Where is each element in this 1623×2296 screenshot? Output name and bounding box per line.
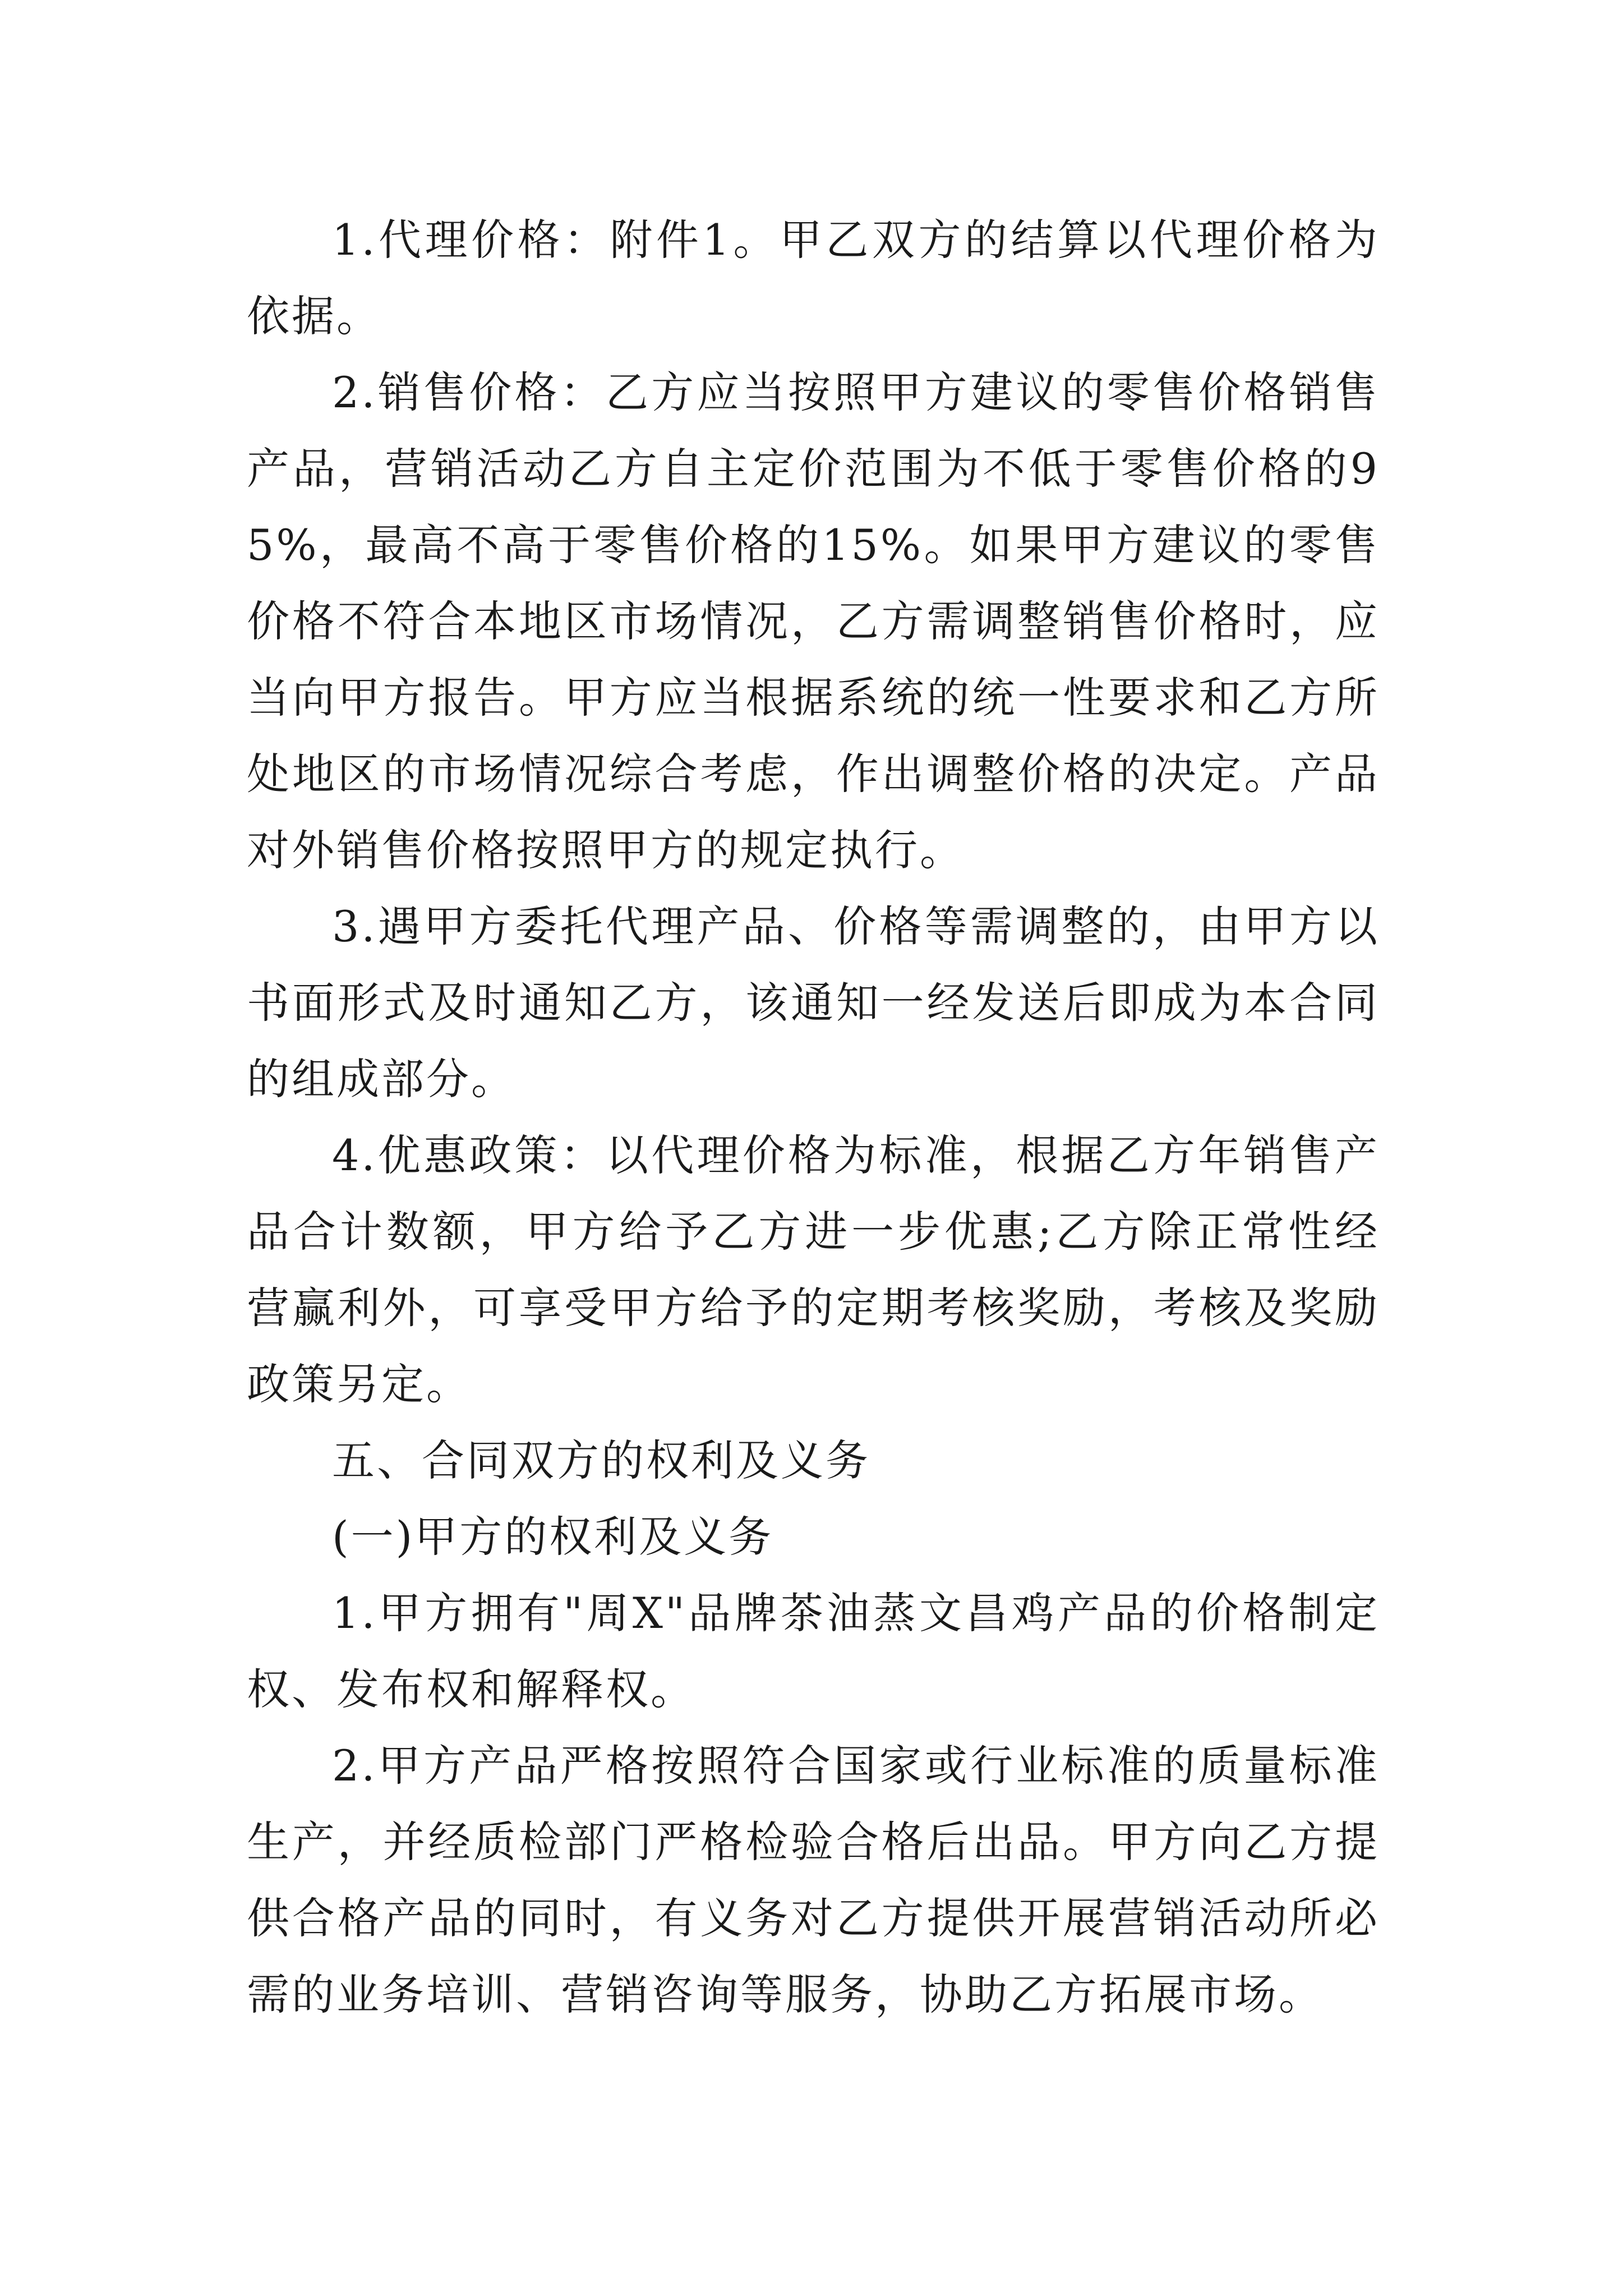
section-heading-rights-obligations: 五、合同双方的权利及义务: [332, 1435, 870, 1485]
paragraph-preferential-policy: 4.优惠政策：以代理价格为标准，根据乙方年销售产品合计数额，甲方给予乙方进一步优惠;乙方除正常性经营赢利外，可享受甲方给予的定期考核奖励，考核及奖励政策另定。: [247, 1130, 1380, 1409]
paragraph-party-a-pricing-rights: 1.甲方拥有"周X"品牌茶油蒸文昌鸡产品的价格制定权、发布权和解释权。: [247, 1588, 1380, 1714]
paragraph-agency-price: 1.代理价格：附件1。甲乙双方的结算以代理价格为依据。: [247, 215, 1380, 341]
paragraph-sales-price: 2.销售价格：乙方应当按照甲方建议的零售价格销售产品，营销活动乙方自主定价范围为不低于零售价格的95%，最高不高于零售价格的15%。如果甲方建议的零售价格不符合本地区市场情况，乙方需调整销售价格时，应当向甲方报告。甲方应当根据系统的统一性要求和乙方所处地区的市场情况综合考虑，作出调整价格的决定。产品对外销售价格按照甲方的规定执行。: [247, 367, 1380, 875]
subsection-heading-party-a: (一)甲方的权利及义务: [332, 1512, 774, 1562]
paragraph-party-a-quality-service: 2.甲方产品严格按照符合国家或行业标准的质量标准生产，并经质检部门严格检验合格后出品。甲方向乙方提供合格产品的同时，有义务对乙方提供开展营销活动所必需的业务培训、营销咨询等服务，协助乙方拓展市场。: [247, 1741, 1380, 2019]
document-body: [247, 202, 1380, 2033]
paragraph-adjustment-notice: 3.遇甲方委托代理产品、价格等需调整的，由甲方以书面形式及时通知乙方，该通知一经发送后即成为本合同的组成部分。: [247, 901, 1380, 1104]
